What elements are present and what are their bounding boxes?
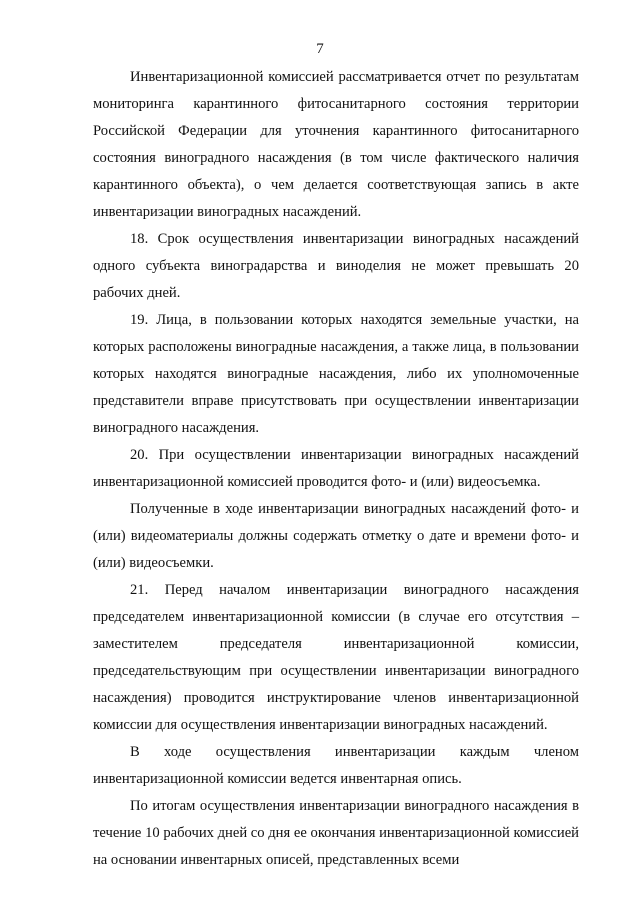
- paragraph-18-term: 18. Срок осуществления инвентаризации виноградных насаждений одного субъекта виноградарства и виноделия не может превышать 20 рабочих дней.: [93, 231, 579, 301]
- paragraph-21-instruction: 21. Перед началом инвентаризации виноградного насаждения председателем инвентаризационной комиссии (в случае его отсутствия – заместителем председателя инвентаризационной комиссии, председательствующим при осуществлении инвентаризации виноградного насаждения) проводится инструктирование членов инвентаризационной комиссии для осуществления инвентаризации виноградных насаждений.: [93, 582, 579, 733]
- page-number: 7: [316, 41, 324, 57]
- paragraph-inventory-report: Инвентаризационной комиссией рассматривается отчет по результатам мониторинга карантинного фитосанитарного состояния территории Российской Федерации для уточнения карантинного фитосанитарного состояния виноградного насаждения (в том числе фактического наличия карантинного объекта), о чем делается соответствующая запись в акте инвентаризации виноградных насаждений.: [93, 69, 579, 220]
- paragraph-inventory-results: По итогам осуществления инвентаризации виноградного насаждения в течение 10 рабочих дней со дня ее окончания инвентаризационной комиссией на основании инвентарных описей, представленных всеми: [93, 798, 579, 868]
- document-body: [93, 64, 579, 874]
- paragraph-20-photo-video: 20. При осуществлении инвентаризации виноградных насаждений инвентаризационной комиссией проводится фото- и (или) видеосъемка.: [93, 447, 579, 490]
- paragraph-photo-video-materials: Полученные в ходе инвентаризации виноградных насаждений фото- и (или) видеоматериалы должны содержать отметку о дате и времени фото- и (или) видеосъемки.: [93, 501, 579, 571]
- paragraph-19-persons-present: 19. Лица, в пользовании которых находятся земельные участки, на которых расположены виноградные насаждения, а также лица, в пользовании которых находятся виноградные насаждения, либо их уполномоченные представители вправе присутствовать при осуществлении инвентаризации виноградного насаждения.: [93, 312, 579, 436]
- paragraph-inventory-list: В ходе осуществления инвентаризации каждым членом инвентаризационной комиссии ведется инвентарная опись.: [93, 744, 579, 787]
